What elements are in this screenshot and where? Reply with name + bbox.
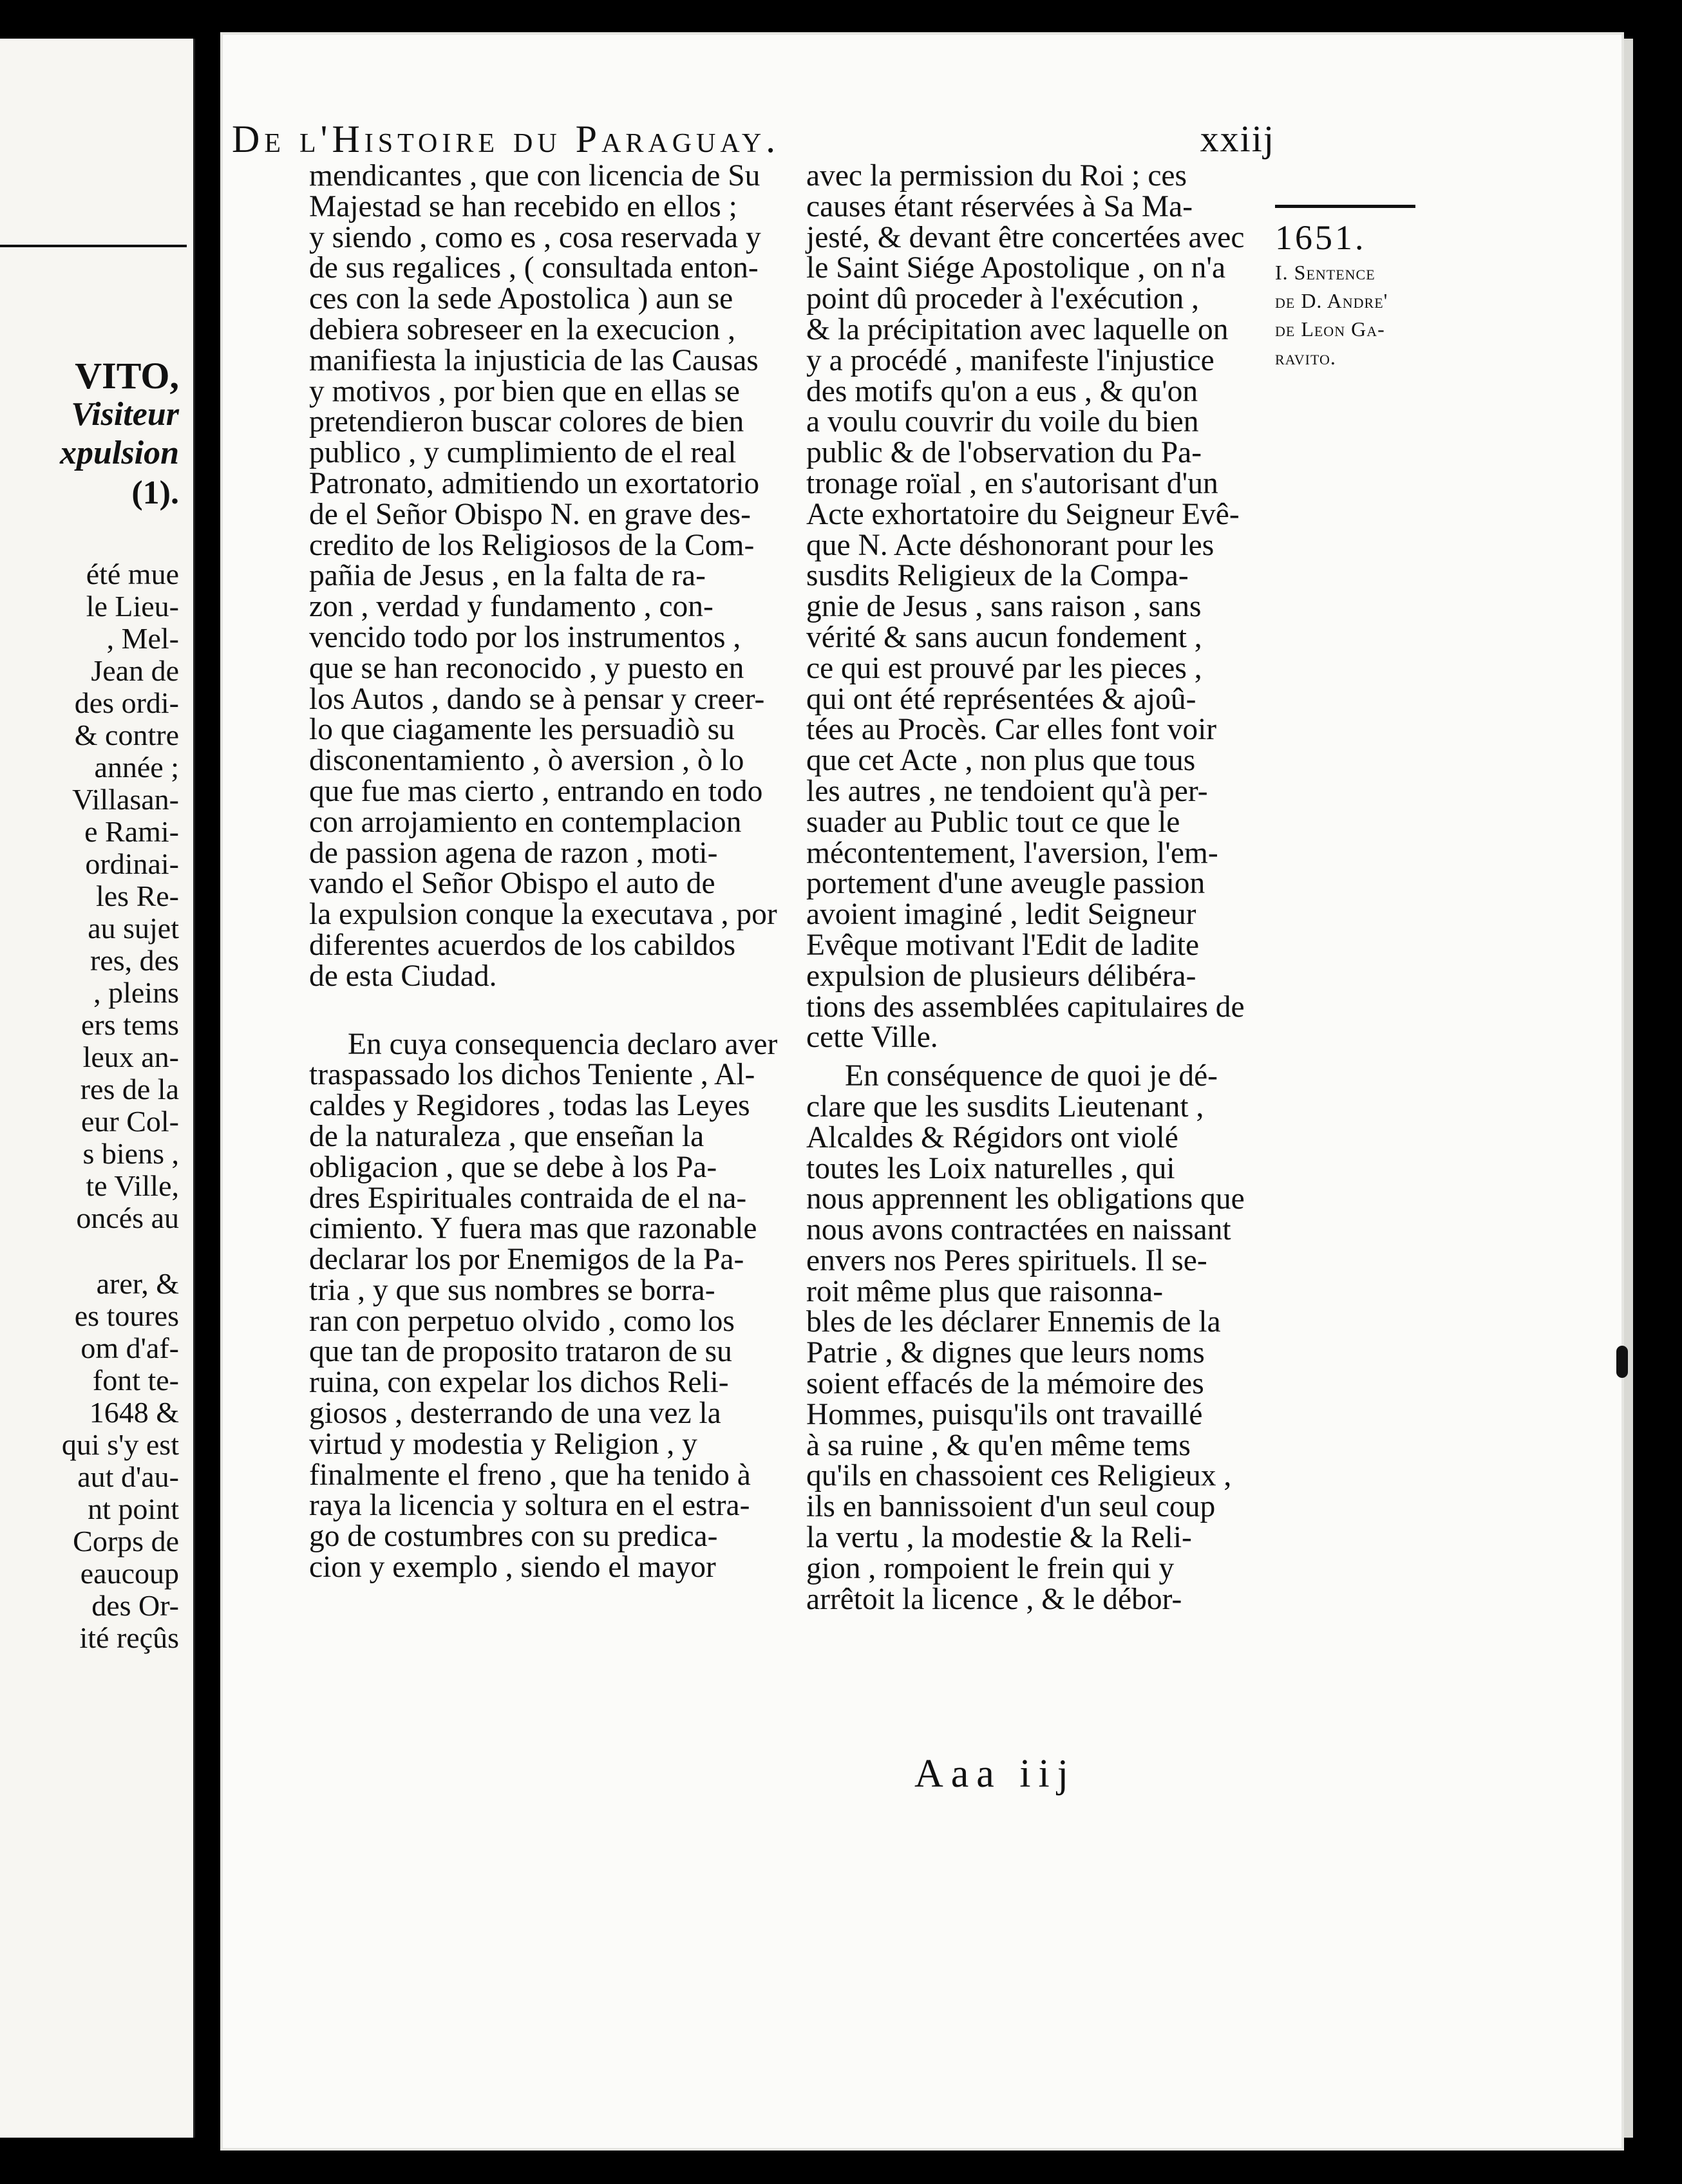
- french-line: tions des assemblées capitulaires de: [806, 990, 1245, 1024]
- french-line: soient effacés de la mémoire des: [806, 1367, 1204, 1401]
- french-line: gnie de Jesus , sans raison , sans: [806, 590, 1202, 624]
- french-line: Hommes, puisqu'ils ont travaillé: [806, 1397, 1203, 1431]
- facing-page-text: année ;: [94, 751, 179, 784]
- facing-page-text: leux an-: [82, 1040, 179, 1073]
- spanish-line: pañia de Jesus , en la falta de ra-: [309, 559, 706, 593]
- french-line: portement d'une aveugle passion: [806, 867, 1205, 901]
- french-line: que N. Acte déshonorant pour les: [806, 528, 1214, 562]
- french-line: bles de les déclarer Ennemis de la: [806, 1305, 1221, 1339]
- margin-annotation-line: I. Sentence: [1275, 261, 1375, 284]
- spanish-line: virtud y modestia y Religion , y: [309, 1427, 697, 1461]
- facing-page-text: , Mel-: [106, 622, 179, 655]
- spanish-line: tria , y que sus nombres se borra-: [309, 1273, 715, 1307]
- spanish-line: mendicantes , que con licencia de Su: [309, 159, 761, 193]
- spanish-line: que fue mas cierto , entrando en todo: [309, 774, 763, 808]
- facing-page-text: font te-: [92, 1364, 179, 1397]
- french-line: avoient imaginé , ledit Seigneur: [806, 898, 1196, 932]
- facing-page-text: eaucoup: [80, 1557, 179, 1590]
- spanish-line: Patronato, admitiendo un exortatorio: [309, 466, 760, 500]
- facing-page-text: été mue: [86, 558, 179, 590]
- french-line: Patrie , & dignes que leurs noms: [806, 1336, 1205, 1370]
- spanish-line: publico , y cumplimiento de el real: [309, 436, 737, 470]
- spanish-line: con arrojamiento en contemplacion: [309, 805, 742, 839]
- facing-page-text: (1).: [131, 475, 179, 511]
- spanish-line: de esta Ciudad.: [309, 959, 497, 993]
- spanish-line: disconentamiento , ò aversion , ò lo: [309, 744, 744, 778]
- spanish-line: y siendo , como es , cosa reservada y: [309, 220, 761, 254]
- french-line: vérité & sans aucun fondement ,: [806, 620, 1202, 654]
- french-line: Acte exhortatoire du Seigneur Evê-: [806, 497, 1240, 531]
- french-line: toutes les Loix naturelles , qui: [806, 1151, 1175, 1185]
- french-line: des motifs qu'on a eus , & qu'on: [806, 374, 1198, 408]
- facing-page-text: au sujet: [88, 912, 179, 945]
- french-line: les autres , ne tendoient qu'à per-: [806, 774, 1208, 808]
- facing-page-text: arer, &: [96, 1267, 179, 1300]
- spanish-line: Majestad se han recebido en ellos ;: [309, 189, 737, 223]
- french-line: nous avons contractées en naissant: [806, 1213, 1231, 1247]
- spanish-line: pretendieron buscar colores de bien: [309, 405, 744, 439]
- spanish-paragraph: [309, 1027, 782, 1585]
- french-line: Evêque motivant l'Edit de ladite: [806, 928, 1200, 962]
- facing-page-text: xpulsion: [60, 435, 179, 471]
- spanish-line: go de costumbres con su predica-: [309, 1520, 718, 1554]
- margin-annotation-line: ravito.: [1275, 346, 1336, 369]
- spanish-line: de el Señor Obispo N. en grave des-: [309, 497, 751, 531]
- margin-annotation-line: de D. Andre': [1275, 289, 1388, 312]
- french-line: jesté, & devant être concertées avec: [806, 220, 1245, 254]
- facing-page-text: ers tems: [80, 1008, 179, 1041]
- running-title: De l'Histoire du Paraguay.: [232, 118, 780, 160]
- french-line: ils en bannissoient d'un seul coup: [806, 1490, 1216, 1524]
- facing-page-text: , pleins: [93, 976, 179, 1009]
- facing-page-text: eur Col-: [80, 1105, 179, 1138]
- facing-page-text: e Rami-: [84, 815, 179, 848]
- facing-page-text: Jean de: [91, 654, 179, 687]
- spanish-column: [309, 161, 782, 1583]
- margin-rule: [1275, 205, 1415, 208]
- spanish-line: manifiesta la injusticia de las Causas: [309, 343, 759, 377]
- facing-page-rule: [0, 245, 187, 247]
- facing-page-text: ité reçûs: [79, 1621, 179, 1654]
- page-edge: [1624, 39, 1633, 2138]
- facing-page-text: res, des: [90, 944, 179, 977]
- french-line: qui ont été représentées & ajoû-: [806, 682, 1196, 716]
- spanish-line: ran con perpetuo olvido , como los: [309, 1304, 735, 1338]
- spanish-line: obligacion , que se debe à los Pa-: [309, 1150, 717, 1184]
- facing-page-text: res de la: [80, 1073, 179, 1106]
- facing-page-text: te Ville,: [86, 1169, 179, 1202]
- french-line: tronage roïal , en s'autorisant d'un: [806, 466, 1218, 500]
- french-line: a voulu couvrir du voile du bien: [806, 405, 1199, 439]
- french-paragraph: [806, 1059, 1245, 1616]
- spanish-line: En cuya consequencia declaro aver: [348, 1027, 778, 1061]
- spanish-line: dres Espirituales contraida de el na-: [309, 1181, 747, 1215]
- facing-page-text: om d'af-: [80, 1332, 179, 1364]
- french-line: qu'ils en chassoient ces Religieux ,: [806, 1459, 1232, 1493]
- facing-page-text: oncés au: [76, 1201, 179, 1234]
- french-line: Alcaldes & Régidors ont violé: [806, 1120, 1178, 1154]
- facing-page-text: Corps de: [73, 1525, 179, 1558]
- french-line: public & de l'observation du Pa-: [806, 436, 1202, 470]
- spanish-line: ruina, con expelar los dichos Reli-: [309, 1366, 729, 1400]
- facing-page-text: es toures: [74, 1299, 179, 1332]
- french-line: arrêtoit la licence , & le débor-: [806, 1582, 1182, 1616]
- spanish-line: la expulsion conque la executava , por: [309, 898, 777, 932]
- facing-page-text: 1648 &: [89, 1396, 179, 1429]
- facing-page-text: nt point: [88, 1492, 179, 1525]
- french-line: nous apprennent les obligations que: [806, 1182, 1245, 1216]
- margin-year: 1651.: [1275, 218, 1366, 257]
- spanish-line: que se han reconocido , y puesto en: [309, 651, 744, 685]
- french-paragraph: [806, 159, 1245, 1055]
- french-line: cette Ville.: [806, 1021, 938, 1055]
- facing-page-text: Villasan-: [72, 783, 179, 816]
- spanish-line: vando el Señor Obispo el auto de: [309, 867, 715, 901]
- spanish-line: raya la licencia y soltura en el estra-: [309, 1489, 750, 1523]
- spanish-line: credito de los Religiosos de la Com-: [309, 528, 755, 562]
- facing-page-text: aut d'au-: [77, 1460, 179, 1493]
- facing-page-text: des ordi-: [74, 686, 179, 719]
- spanish-line: giosos , desterrando de una vez la: [309, 1397, 721, 1431]
- facing-page-text: le Lieu-: [86, 590, 179, 623]
- french-line: la vertu , la modestie & la Reli-: [806, 1521, 1192, 1555]
- french-line: mécontentement, l'aversion, l'em-: [806, 836, 1218, 870]
- spanish-line: los Autos , dando se à pensar y creer-: [309, 682, 765, 716]
- french-line: roit même plus que raisonna-: [806, 1274, 1164, 1308]
- spanish-line: que tan de proposito trataron de su: [309, 1335, 732, 1369]
- facing-page-fragment: [0, 39, 195, 2138]
- facing-page-text: des Or-: [91, 1589, 179, 1622]
- french-line: y a procédé , manifeste l'injustice: [806, 343, 1214, 377]
- spanish-line: y motivos , por bien que en ellas se: [309, 374, 740, 408]
- signature-mark: Aaa iij: [914, 1752, 1076, 1796]
- spanish-line: de la naturaleza , que enseñan la: [309, 1119, 704, 1153]
- spanish-line: cion y exemplo , siendo el mayor: [309, 1550, 716, 1585]
- spanish-line: finalmente el freno , que ha tenido à: [309, 1458, 751, 1492]
- french-line: à sa ruine , & qu'en même tems: [806, 1428, 1191, 1462]
- french-line: En conséquence de quoi je dé-: [845, 1059, 1218, 1093]
- spanish-line: diferentes acuerdos de los cabildos: [309, 928, 736, 962]
- french-line: suader au Public tout ce que le: [806, 805, 1180, 839]
- french-line: que cet Acte , non plus que tous: [806, 744, 1196, 778]
- page-number: xxiij: [1200, 118, 1275, 160]
- french-line: avec la permission du Roi ; ces: [806, 159, 1187, 193]
- french-column: [806, 159, 1245, 1616]
- french-line: clare que les susdits Lieutenant ,: [806, 1089, 1204, 1124]
- french-line: causes étant réservées à Sa Ma-: [806, 189, 1193, 223]
- spanish-line: de sus regalices , ( consultada enton-: [309, 251, 759, 285]
- spanish-line: zon , verdad y fundamento , con-: [309, 590, 713, 624]
- french-line: ce qui est prouvé par les pieces ,: [806, 651, 1202, 685]
- spanish-line: lo que ciagamente les persuadiò su: [309, 713, 735, 747]
- french-line: gion , rompoient le frein qui y: [806, 1551, 1175, 1585]
- running-header: [232, 117, 1275, 162]
- french-line: tées au Procès. Car elles font voir: [806, 713, 1217, 747]
- facing-page-text: qui s'y est: [61, 1428, 179, 1461]
- spanish-line: vencido todo por los instrumentos ,: [309, 620, 741, 654]
- spanish-line: debiera sobreseer en la execucion ,: [309, 312, 736, 346]
- facing-page-text: & contre: [74, 719, 179, 751]
- facing-page-text: Visiteur: [71, 396, 179, 433]
- french-line: expulsion de plusieurs délibéra-: [806, 959, 1196, 993]
- margin-note: [1275, 205, 1417, 372]
- facing-page-text: ordinai-: [85, 847, 179, 880]
- margin-annotation-line: de Leon Ga-: [1275, 317, 1385, 341]
- spanish-line: declarar los por Enemigos de la Pa-: [309, 1243, 744, 1277]
- spanish-line: de passion agena de razon , moti-: [309, 836, 718, 870]
- spanish-line: ces con la sede Apostolica ) aun se: [309, 282, 733, 316]
- french-line: envers nos Peres spirituels. Il se-: [806, 1243, 1207, 1277]
- facing-page-text: les Re-: [95, 880, 179, 912]
- french-line: & la précipitation avec laquelle on: [806, 312, 1229, 346]
- spanish-line: traspassado los dichos Teniente , Al-: [309, 1058, 755, 1092]
- spanish-line: caldes y Regidores , todas las Leyes: [309, 1089, 750, 1123]
- facing-page-text: s biens ,: [82, 1137, 179, 1170]
- facing-page-text: VITO,: [75, 355, 179, 397]
- french-line: le Saint Siége Apostolique , on n'a: [806, 251, 1226, 285]
- french-line: point dû proceder à l'exécution ,: [806, 282, 1200, 316]
- spanish-paragraph: [309, 161, 782, 992]
- spanish-line: cimiento. Y fuera mas que razonable: [309, 1212, 757, 1246]
- french-line: susdits Religieux de la Compa-: [806, 559, 1189, 593]
- page-notch: [1616, 1346, 1628, 1378]
